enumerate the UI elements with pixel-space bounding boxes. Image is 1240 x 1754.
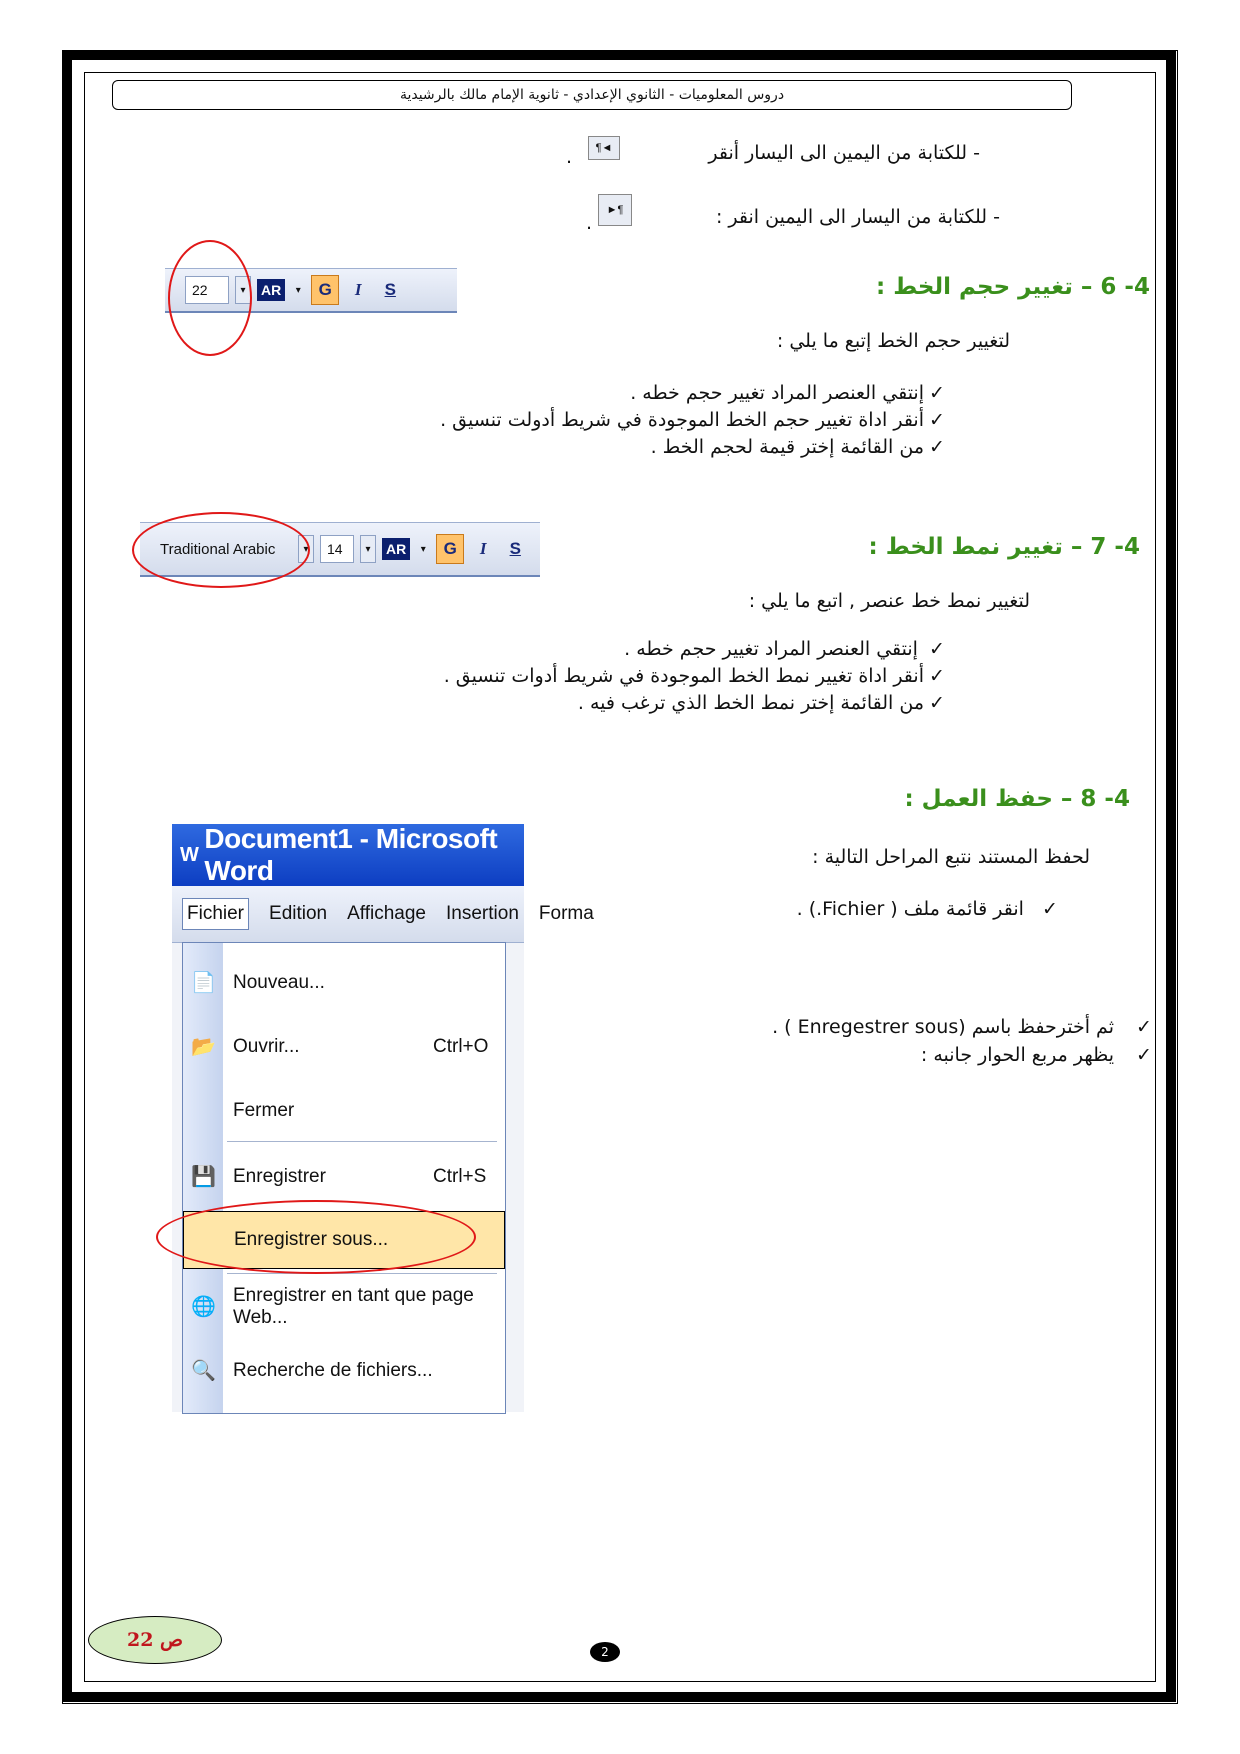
section-size-intro: لتغيير حجم الخط إتبع ما يلي :	[776, 330, 1010, 352]
size-highlight-ellipse	[168, 240, 252, 356]
check-icon: ✓	[929, 382, 945, 404]
font-name-box[interactable]: Traditional Arabic	[160, 540, 276, 558]
menu-item-nouveau[interactable]: 📄 Nouveau...	[191, 972, 325, 994]
word-screenshot	[172, 823, 594, 1412]
check-icon: ✓	[929, 638, 945, 660]
list-item: ✓من القائمة إختر نمط الخط الذي ترغب فيه .	[300, 690, 950, 717]
menu-separator	[227, 1141, 497, 1142]
underline-button[interactable]: S	[384, 280, 396, 299]
font-size-box-2[interactable]: 14	[320, 535, 354, 563]
ar-button-2[interactable]: AR	[382, 538, 410, 560]
font-size-dropdown-arrow[interactable]: ▾	[235, 276, 251, 304]
open-folder-icon: 📂	[191, 1036, 216, 1058]
list-item: ✓من القائمة إختر قيمة لحجم الخط .	[300, 434, 950, 461]
font-size-box[interactable]: 22	[185, 276, 229, 304]
ar-button[interactable]: AR	[257, 279, 285, 301]
list-item: ✓أنقر اداة تغيير نمط الخط الموجودة في شريط أدوات تنسيق .	[300, 663, 950, 690]
font-name-dropdown-arrow[interactable]: ▾	[298, 535, 314, 563]
menu-edition[interactable]: Edition	[269, 903, 328, 924]
section-font-heading: 4- 7 – تغيير نمط الخط :	[868, 534, 1140, 560]
section-size-list	[300, 380, 950, 461]
section-font-list	[300, 636, 950, 717]
fichier-dropdown-menu	[182, 942, 506, 1414]
save-as-highlight-ellipse	[156, 1200, 476, 1274]
frame-bar-right	[1166, 50, 1176, 1702]
menu-item-enregistrer-sous[interactable]: Enregistrer sous...	[183, 1211, 505, 1269]
menu-item-enregistrer-web[interactable]: 🌐 Enregistrer en tant que page Web...	[191, 1285, 474, 1328]
italic-button[interactable]: I	[354, 280, 362, 299]
check-icon: ✓	[929, 665, 945, 687]
ar-dropdown-arrow[interactable]: ▾	[295, 284, 301, 296]
save-disk-icon: 💾	[191, 1166, 216, 1188]
menu-item-recherche[interactable]: 🔍 Recherche de fichiers...	[191, 1360, 433, 1382]
save-step-1: ✓ انقر قائمة ملف ( Fichier.) .	[600, 898, 1070, 920]
frame-bar-top	[62, 50, 1176, 60]
section-save-intro: لحفظ المستند نتبع المراحل التالية :	[812, 846, 1090, 868]
save-step-3: ✓يظهر مربع الحوار جانبه :	[580, 1044, 1174, 1066]
page-header: دروس المعلوميات - الثانوي الإعدادي - ثانوية الإمام مالك بالرشيدية	[112, 80, 1072, 110]
font-highlight-ellipse	[132, 512, 310, 588]
section-size-heading: 4- 6 – تغيير حجم الخط :	[876, 274, 1150, 300]
check-icon: ✓	[1042, 898, 1058, 920]
ar-dropdown-arrow-2[interactable]: ▾	[420, 543, 426, 555]
list-item: ✓ إنتقي العنصر المراد تغيير حجم خطه .	[300, 636, 950, 663]
check-icon: ✓	[929, 692, 945, 714]
menu-item-fermer[interactable]: Fermer	[233, 1100, 295, 1121]
menu-item-enregistrer[interactable]: 💾 Enregistrer Ctrl+S	[191, 1166, 487, 1188]
ltr-direction-icon: ►¶	[598, 194, 632, 226]
word-app-icon: W	[180, 843, 199, 866]
word-menubar	[172, 886, 594, 943]
ltr-line-end: .	[586, 212, 593, 234]
search-files-icon: 🔍	[191, 1360, 216, 1382]
list-item: ✓إنتقي العنصر المراد تغيير حجم خطه .	[300, 380, 950, 407]
menu-separator	[227, 1273, 497, 1274]
menu-item-ouvrir[interactable]: 📂 Ouvrir... Ctrl+O	[191, 1036, 489, 1058]
bold-button[interactable]: G	[311, 275, 339, 305]
page-number-oval: ص 22	[88, 1616, 222, 1664]
underline-button-2[interactable]: S	[509, 539, 521, 558]
section-save-heading: 4- 8 – حفظ العمل :	[904, 786, 1130, 812]
ltr-direction-line: - للكتابة من اليسار الى اليمين انقر :	[715, 206, 1000, 228]
menu-insertion[interactable]: Insertion	[446, 903, 519, 924]
rtl-line-end: .	[566, 146, 573, 168]
frame-bar-left	[62, 50, 72, 1702]
footer-page-mark: 2	[590, 1642, 620, 1662]
check-icon: ✓	[929, 436, 945, 458]
check-icon: ✓	[929, 409, 945, 431]
italic-button-2[interactable]: I	[479, 539, 487, 558]
rtl-direction-line: - للكتابة من اليمين الى اليسار أنقر	[708, 142, 980, 164]
menu-fichier[interactable]: Fichier	[182, 898, 249, 930]
menu-affichage[interactable]: Affichage	[347, 903, 427, 924]
check-icon: ✓	[1136, 1044, 1152, 1066]
frame-bar-bottom	[62, 1692, 1176, 1702]
menu-format[interactable]: Forma	[538, 903, 594, 924]
save-step-2: ✓ثم أخترحفظ باسم (Enregestrer sous ) .	[580, 1016, 1174, 1038]
web-page-icon: 🌐	[191, 1296, 216, 1318]
section-font-intro: لتغيير نمط خط عنصر , اتبع ما يلي :	[748, 590, 1030, 612]
list-item: ✓أنقر اداة تغيير حجم الخط الموجودة في شريط أدولت تنسيق .	[300, 407, 950, 434]
check-icon: ✓	[1136, 1016, 1152, 1038]
bold-button-2[interactable]: G	[436, 534, 464, 564]
word-title-bar: W Document1 - Microsoft Word	[172, 824, 524, 886]
rtl-direction-icon: ¶◄	[588, 136, 620, 160]
font-size-dropdown-arrow-2[interactable]: ▾	[360, 535, 376, 563]
new-document-icon: 📄	[191, 972, 216, 994]
